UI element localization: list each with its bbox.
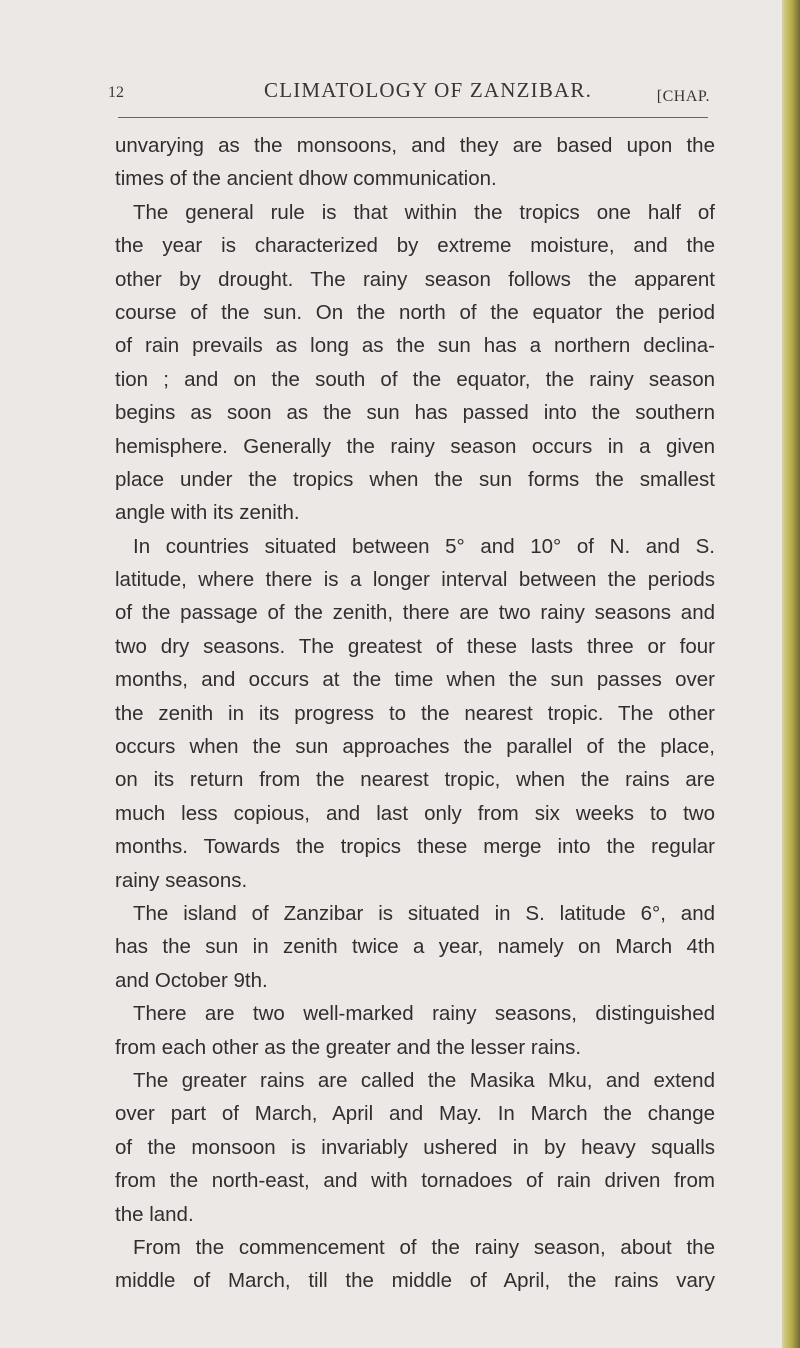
text-line: There are two well-marked rainy seasons, distinguished [133, 1002, 715, 1026]
text-line: months. Towards the tropics these merge into the regular [115, 835, 715, 859]
text-line: angle with its zenith. [115, 501, 300, 525]
text-line: From the commencement of the rainy season, about the [133, 1235, 715, 1259]
text-line: The greater rains are called the Masika Mku, and extend [133, 1068, 715, 1092]
text-line: The island of Zanzibar is situated in S. latitude 6°, and [133, 901, 715, 925]
body-text [115, 129, 715, 1298]
text-line: two dry seasons. The greatest of these lasts three or four [115, 634, 715, 658]
page-edge [782, 0, 800, 1348]
text-line: from each other as the greater and the lesser rains. [115, 1035, 582, 1059]
text-line: from the north-east, and with tornadoes of rain driven from [115, 1169, 715, 1193]
text-line: the land. [115, 1202, 194, 1226]
text-line: middle of March, till the middle of April, the rains vary [115, 1269, 715, 1293]
text-line: unvarying as the monsoons, and they are based upon the [115, 134, 715, 157]
text-line: the year is characterized by extreme moisture, and the [115, 234, 715, 258]
header-rule [118, 117, 708, 118]
text-line: times of the ancient dhow communication. [115, 167, 497, 191]
text-line: months, and occurs at the time when the sun passes over [115, 668, 715, 692]
text-line: In countries situated between 5° and 10° of N. and S. [133, 534, 715, 558]
text-line: much less copious, and last only from six weeks to two [115, 801, 715, 825]
chapter-mark: [CHAP. [656, 88, 710, 105]
text-line: tion ; and on the south of the equator, the rainy season [115, 367, 715, 391]
text-line: course of the sun. On the north of the equator the period [115, 300, 715, 324]
text-line: hemisphere. Generally the rainy season occurs in a given [115, 434, 715, 458]
page-number: 12 [108, 84, 124, 101]
text-line: over part of March, April and May. In March the change [115, 1102, 715, 1126]
text-line: of the passage of the zenith, there are two rainy seasons and [115, 601, 715, 625]
page-header [108, 78, 728, 114]
text-line: begins as soon as the sun has passed into the southern [115, 401, 715, 425]
text-line: other by drought. The rainy season follows the apparent [115, 267, 715, 291]
text-line: rainy seasons. [115, 868, 248, 892]
text-line: of the monsoon is invariably ushered in by heavy squalls [115, 1135, 715, 1159]
text-line: on its return from the nearest tropic, when the rains are [115, 768, 715, 792]
running-title: CLIMATOLOGY OF ZANZIBAR. [264, 78, 593, 102]
text-line: the zenith in its progress to the nearest tropic. The other [115, 701, 715, 725]
text-line: The general rule is that within the tropics one half of [133, 200, 715, 224]
text-line: and October 9th. [115, 968, 268, 992]
text-line: latitude, where there is a longer interval between the periods [115, 568, 715, 592]
text-line: of rain prevails as long as the sun has a northern declina- [115, 334, 715, 358]
text-line: has the sun in zenith twice a year, namely on March 4th [115, 935, 715, 959]
text-line: occurs when the sun approaches the parallel of the place, [115, 735, 715, 759]
text-line: place under the tropics when the sun forms the smallest [115, 467, 715, 491]
